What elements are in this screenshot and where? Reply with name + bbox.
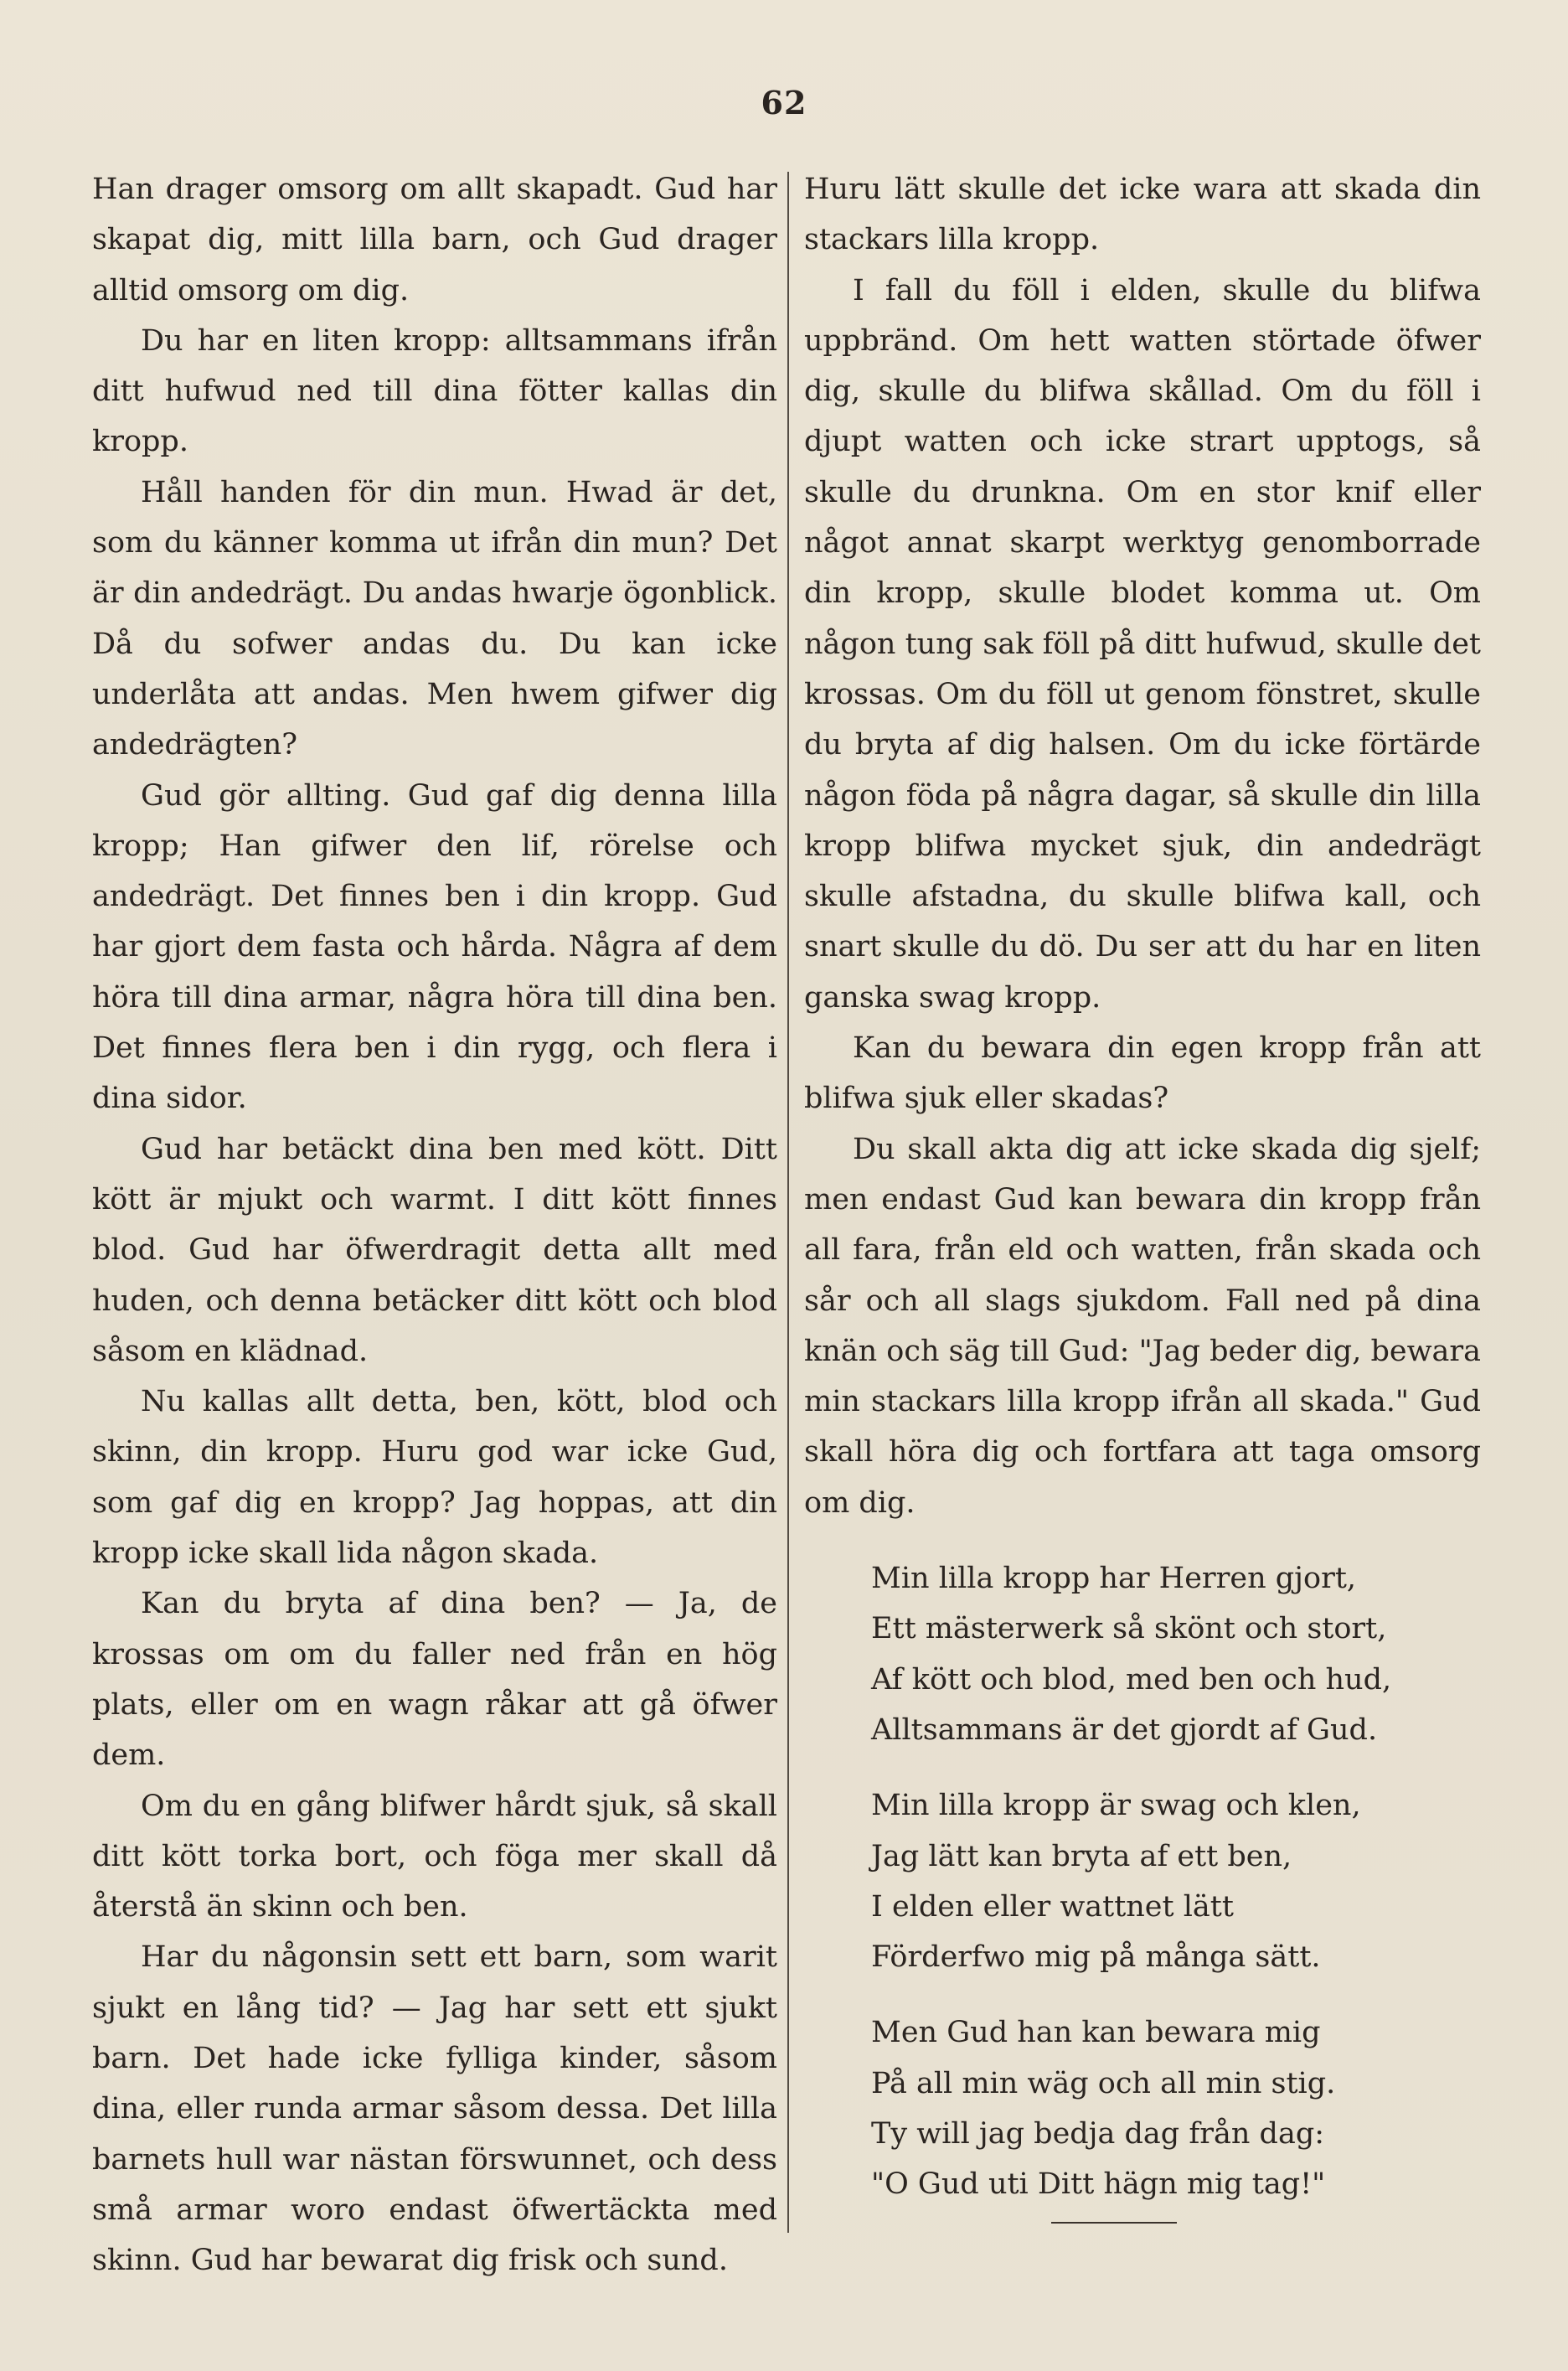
paragraph: Håll handen för din mun. Hwad är det, som du känner komma ut ifrån din mun? Det är din andedrägt. Du andas hwarje ögonblick. Då du sofwer andas du. Du kan icke underlåta att andas. Men hwem gifwer dig andedrägten? [92,475,777,762]
poem-stanza [804,2007,1481,2209]
poem-line: Jag lätt kan bryta af ett ben, [871,1839,1292,1873]
column-divider [787,172,789,2233]
paragraph: Gud har betäckt dina ben med kött. Ditt kött är mjukt och warmt. I ditt kött finnes blod. Gud har öfwerdragit detta allt med huden, och denna betäcker ditt kött och blod såsom en klädnad. [92,1132,777,1368]
paragraph: Nu kallas allt detta, ben, kött, blod och skinn, din kropp. Huru god war icke Gud, som gaf dig en kropp? Jag hoppas, att din kropp icke skall lida någon skada. [92,1385,777,1571]
poem-line: Min lilla kropp är swag och klen, [871,1789,1361,1823]
poem-line: I elden eller wattnet lätt [871,1889,1234,1924]
paragraph: I fall du föll i elden, skulle du blifwa uppbränd. Om hett watten störtade öfwer dig, skulle du blifwa skållad. Om du föll i djupt watten och icke strart upptogs, så skulle du drunkna. Om en stor knif eller något annat skarpt werktyg genomborrade din kropp, skulle blodet komma ut. Om någon tung sak föll på ditt hufwud, skulle det krossas. Om du föll ut genom fönstret, skulle du bryta af dig halsen. Om du icke förtärde någon föda på några dagar, så skulle din lilla kropp blifwa mycket sjuk, din andedrägt skulle afstadna, du skulle blifwa kall, och snart skulle du dö. Du ser att du har en liten ganska swag kropp. [804,273,1481,1015]
poem-line: Ty will jag bedja dag från dag: [871,2116,1325,2151]
poem-line: Alltsammans är det gjordt af Gud. [871,1712,1378,1747]
paragraph: Kan du bryta af dina ben? — Ja, de krossas om om du faller ned från en hög plats, eller om en wagn råkar att gå öfwer dem. [92,1587,777,1773]
poem-line: Ett mästerwerk så skönt och stort, [871,1612,1387,1646]
poem-line: "O Gud uti Ditt hägn mig tag!" [871,2167,1326,2202]
poem-stanza [804,1780,1481,1982]
poem-line: Min lilla kropp har Herren gjort, [871,1562,1357,1596]
page-number: 62 [761,84,807,121]
poem-spacer [804,1528,1481,1553]
end-rule [1051,2222,1177,2224]
poem-line: På all min wäg och all min stig. [871,2066,1336,2100]
paragraph: Kan du bewara din egen kropp från att blifwa sjuk eller skadas? [804,1031,1481,1116]
poem [804,1553,1481,2210]
paragraph: Han drager omsorg om allt skapadt. Gud har skapat dig, mitt lilla barn, och Gud drager alltid omsorg om dig. [92,173,777,307]
poem-stanza [804,1553,1481,1755]
paragraph: Du har en liten kropp: alltsammans ifrån ditt hufwud ned till dina fötter kallas din kropp. [92,323,777,459]
right-column [804,164,1481,2210]
poem-line: Förderfwo mig på många sätt. [871,1940,1321,1975]
paragraph: Huru lätt skulle det icke wara att skada din stackars lilla kropp. [804,173,1481,257]
left-column [92,164,777,2286]
paragraph: Om du en gång blifwer hårdt sjuk, så skall ditt kött torka bort, och föga mer skall då återstå än skinn och ben. [92,1789,777,1924]
poem-line: Men Gud han kan bewara mig [871,2016,1321,2050]
paragraph: Gud gör allting. Gud gaf dig denna lilla kropp; Han gifwer den lif, rörelse och andedrägt. Det finnes ben i din kropp. Gud har gjort dem fasta och hårda. Några af dem höra till dina armar, några höra till dina ben. Det finnes flera ben i din rygg, och flera i dina sidor. [92,778,777,1116]
right-column-prose [804,164,1481,1528]
paragraph: Du skall akta dig att icke skada dig sjelf; men endast Gud kan bewara din kropp från all fara, från eld och watten, från skada och sår och all slags sjukdom. Fall ned på dina knän och säg till Gud: "Jag beder dig, bewara min stackars lilla kropp ifrån all skada." Gud skall höra dig och fortfara att taga omsorg om dig. [804,1132,1481,1520]
poem-line: Af kött och blod, med ben och hud, [871,1662,1392,1697]
stanza-gap [804,1755,1481,1780]
stanza-gap [804,1982,1481,2007]
paragraph: Har du någonsin sett ett barn, som warit sjukt en lång tid? — Jag har sett ett sjukt barn. Det hade icke fylliga kinder, såsom dina, eller runda armar såsom dessa. Det lilla barnets hull war nästan förswunnet, och dess små armar woro endast öfwertäckta med skinn. Gud har bewarat dig frisk och sund. [92,1940,777,2278]
